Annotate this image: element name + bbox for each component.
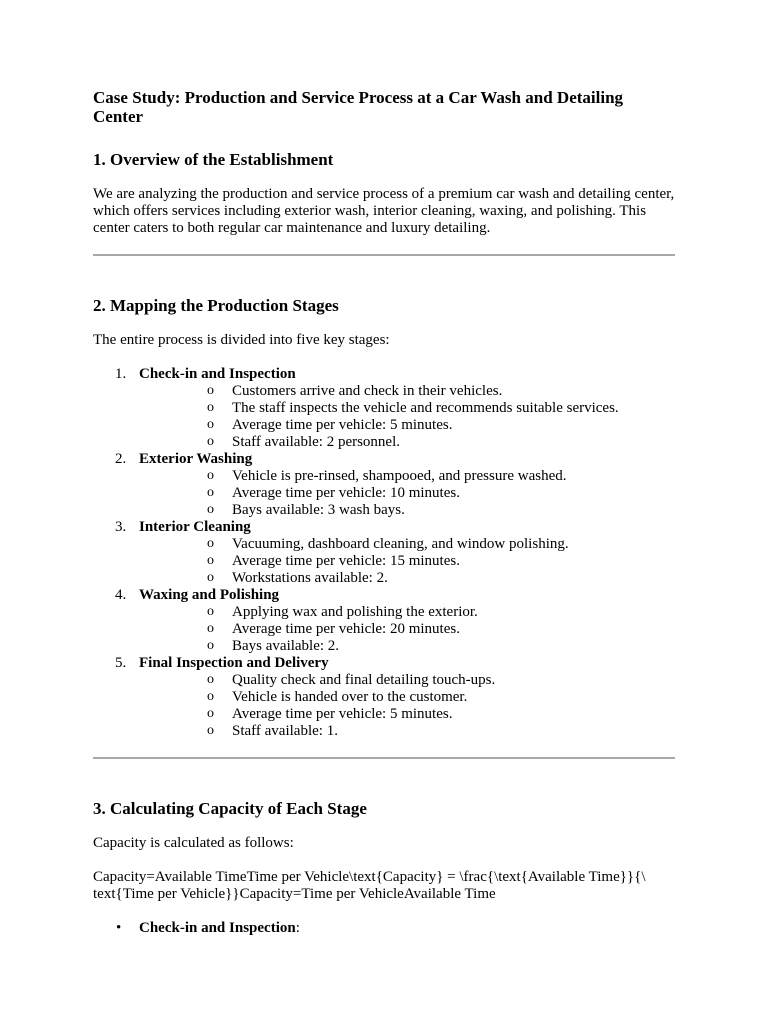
- sub-bullet-marker: o: [207, 502, 214, 517]
- sub-bullet-marker: o: [207, 485, 214, 500]
- stage-detail-text: Staff available: 1.: [232, 723, 338, 739]
- list-item: [139, 672, 675, 689]
- list-item: [139, 689, 675, 706]
- stage-title: Check-in and Inspection: [139, 366, 296, 382]
- stage-number: 3.: [115, 519, 127, 535]
- stage-item: [93, 451, 675, 519]
- bullet-marker: •: [116, 920, 122, 936]
- stage-title: Final Inspection and Delivery: [139, 655, 329, 671]
- stage-details-list: [139, 468, 675, 519]
- stage-detail-text: Vehicle is pre-rinsed, shampooed, and pressure washed.: [232, 468, 567, 484]
- sub-bullet-marker: o: [207, 638, 214, 653]
- bullet-suffix: :: [295, 920, 300, 936]
- list-item: [139, 536, 675, 553]
- sub-bullet-marker: o: [207, 604, 214, 619]
- stage-title: Waxing and Polishing: [139, 587, 280, 603]
- stage-details-list: [139, 672, 675, 740]
- list-item: [139, 417, 675, 434]
- section-divider: [93, 757, 675, 759]
- section-divider: [93, 254, 675, 256]
- sub-bullet-marker: o: [207, 383, 214, 398]
- stage-title: Interior Cleaning: [139, 519, 251, 535]
- list-item: [139, 621, 675, 638]
- list-item: [139, 604, 675, 621]
- sub-bullet-marker: o: [207, 689, 214, 704]
- sub-bullet-marker: o: [207, 706, 214, 721]
- sub-bullet-marker: o: [207, 468, 214, 483]
- sub-bullet-marker: o: [207, 400, 214, 415]
- section-3-intro: Capacity is calculated as follows:: [93, 835, 294, 851]
- list-item: [139, 706, 675, 723]
- stage-item: [93, 519, 675, 587]
- stage-detail-text: Vehicle is handed over to the customer.: [232, 689, 468, 705]
- stage-detail-text: Average time per vehicle: 10 minutes.: [232, 485, 460, 501]
- list-item: [139, 638, 675, 655]
- stage-title: Exterior Washing: [139, 451, 253, 467]
- stage-detail-text: Workstations available: 2.: [232, 570, 388, 586]
- stage-detail-text: Average time per vehicle: 15 minutes.: [232, 553, 460, 569]
- list-item: [93, 920, 675, 937]
- list-item: [139, 400, 675, 417]
- stage-detail-text: Vacuuming, dashboard cleaning, and window polishing.: [232, 536, 569, 552]
- stage-number: 1.: [115, 366, 127, 382]
- document-title: Case Study: Production and Service Process at a Car Wash and Detailing Center: [93, 88, 624, 126]
- stage-detail-text: Average time per vehicle: 5 minutes.: [232, 417, 453, 433]
- stage-detail-text: Average time per vehicle: 20 minutes.: [232, 621, 460, 637]
- stage-detail-text: Bays available: 3 wash bays.: [232, 502, 405, 518]
- list-item: [139, 570, 675, 587]
- stage-detail-text: Staff available: 2 personnel.: [232, 434, 401, 450]
- stage-detail-text: Customers arrive and check in their vehicles.: [232, 383, 503, 399]
- sub-bullet-marker: o: [207, 553, 214, 568]
- section-2-intro: The entire process is divided into five key stages:: [93, 332, 390, 348]
- stages-list: [93, 366, 675, 740]
- sub-bullet-marker: o: [207, 570, 214, 585]
- sub-bullet-marker: o: [207, 417, 214, 432]
- stage-details-list: [139, 604, 675, 655]
- stage-detail-text: Applying wax and polishing the exterior.: [232, 604, 478, 620]
- stage-item: [93, 587, 675, 655]
- stage-number: 4.: [115, 587, 127, 603]
- section-1-body: We are analyzing the production and service process of a premium car wash and detailing center, which offers services including exterior wash, interior cleaning, waxing, and polishing. This center caters to both regular car maintenance and luxury detailing.: [93, 186, 675, 236]
- stage-number: 2.: [115, 451, 127, 467]
- list-item: [139, 723, 675, 740]
- stage-detail-text: Average time per vehicle: 5 minutes.: [232, 706, 453, 722]
- bullet-label: Check-in and Inspection: [139, 920, 296, 936]
- list-item: [139, 502, 675, 519]
- section-2-heading: 2. Mapping the Production Stages: [93, 296, 339, 315]
- sub-bullet-marker: o: [207, 672, 214, 687]
- sub-bullet-marker: o: [207, 723, 214, 738]
- sub-bullet-marker: o: [207, 434, 214, 449]
- section-1-heading: 1. Overview of the Establishment: [93, 150, 334, 169]
- section-3-heading: 3. Calculating Capacity of Each Stage: [93, 799, 367, 818]
- stage-details-list: [139, 536, 675, 587]
- document-content: [93, 88, 675, 937]
- sub-bullet-marker: o: [207, 621, 214, 636]
- list-item: [139, 383, 675, 400]
- stage-item: [93, 655, 675, 740]
- stage-details-list: [139, 383, 675, 451]
- list-item: [139, 553, 675, 570]
- sub-bullet-marker: o: [207, 536, 214, 551]
- stage-detail-text: The staff inspects the vehicle and recommends suitable services.: [232, 400, 619, 416]
- capacity-list: [93, 920, 675, 937]
- stage-detail-text: Bays available: 2.: [232, 638, 340, 654]
- list-item: [139, 468, 675, 485]
- stage-detail-text: Quality check and final detailing touch-ups.: [232, 672, 496, 688]
- list-item: [139, 434, 675, 451]
- stage-item: [93, 366, 675, 451]
- stage-number: 5.: [115, 655, 127, 671]
- capacity-formula: Capacity=Available TimeTime per Vehicle\text{Capacity} = \frac{\text{Available Time}}{\ text{Time per Vehicle}}Capacity=Time per VehicleAvailable Time: [93, 869, 646, 902]
- list-item: [139, 485, 675, 502]
